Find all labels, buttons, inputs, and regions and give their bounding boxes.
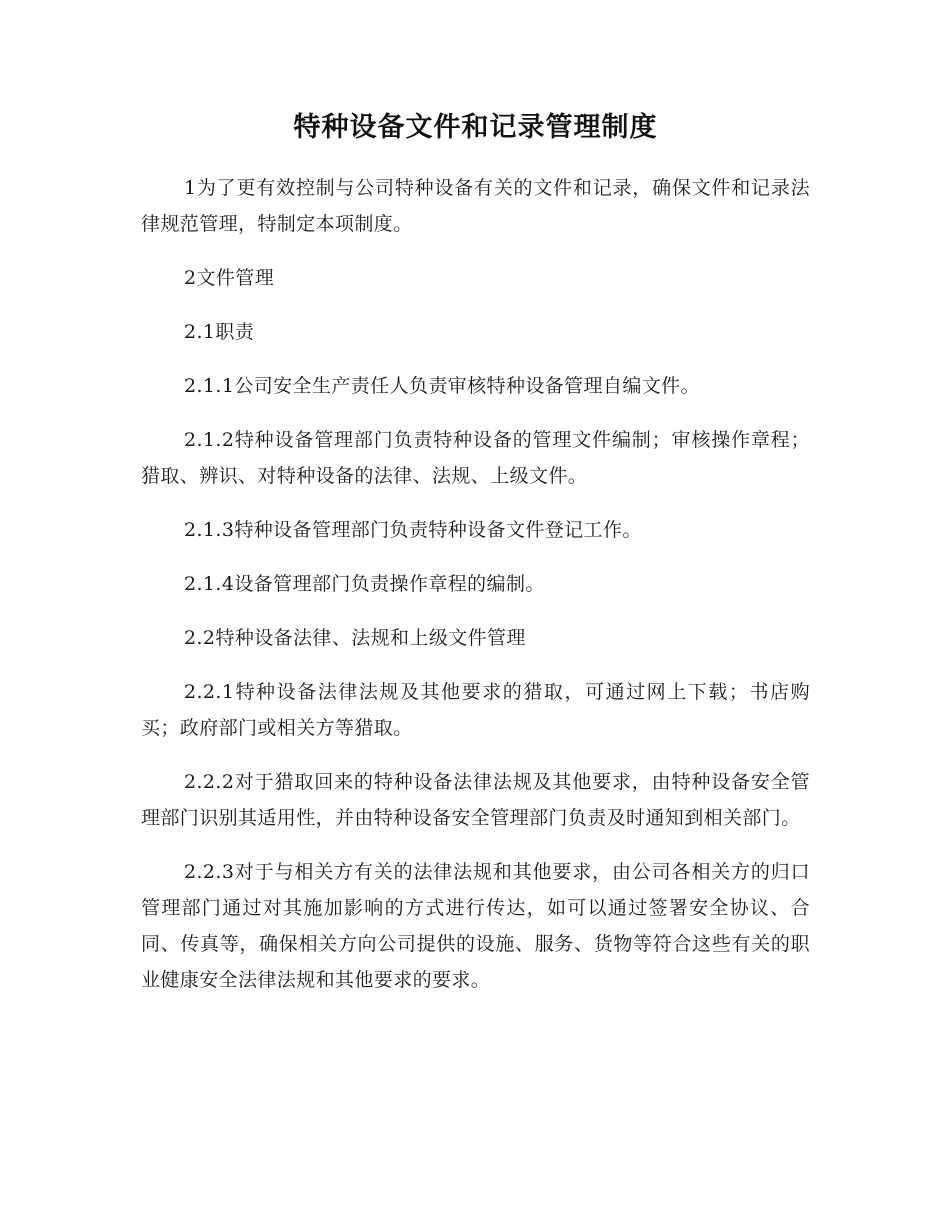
heading-document-management: 2文件管理 <box>184 267 275 289</box>
paragraph-2-1-3: 2.1.3特种设备管理部门负责特种设备文件登记工作。 <box>184 519 642 541</box>
paragraph-2-1-2: 2.1.2特种设备管理部门负责特种设备的管理文件编制；审核操作章程；猎取、辨识、对特种设备的法律、法规、上级文件。 <box>141 429 810 487</box>
heading-responsibilities: 2.1职责 <box>184 321 255 343</box>
document-title: 特种设备文件和记录管理制度 <box>293 112 658 143</box>
paragraph-2-2-2: 2.2.2对于猎取回来的特种设备法律法规及其他要求，由特种设备安全管理部门识别其适用性，并由特种设备安全管理部门负责及时通知到相关部门。 <box>141 771 810 829</box>
heading-laws-regulations: 2.2特种设备法律、法规和上级文件管理 <box>184 627 526 649</box>
paragraph-2-1-1: 2.1.1公司安全生产责任人负责审核特种设备管理自编文件。 <box>184 375 700 397</box>
paragraph-2-1-4: 2.1.4设备管理部门负责操作章程的编制。 <box>184 573 545 595</box>
paragraph-purpose: 1为了更有效控制与公司特种设备有关的文件和记录，确保文件和记录法律规范管理，特制定本项制度。 <box>141 177 810 235</box>
paragraph-2-2-3: 2.2.3对于与相关方有关的法律法规和其他要求，由公司各相关方的归口管理部门通过对其施加影响的方式进行传达，如可以通过签署安全协议、合同、传真等，确保相关方向公司提供的设施、服务、货物等符合这些有关的职业健康安全法律法规和其他要求的要求。 <box>141 861 810 991</box>
paragraph-2-2-1: 2.2.1特种设备法律法规及其他要求的猎取，可通过网上下载；书店购买；政府部门或相关方等猎取。 <box>141 681 810 739</box>
